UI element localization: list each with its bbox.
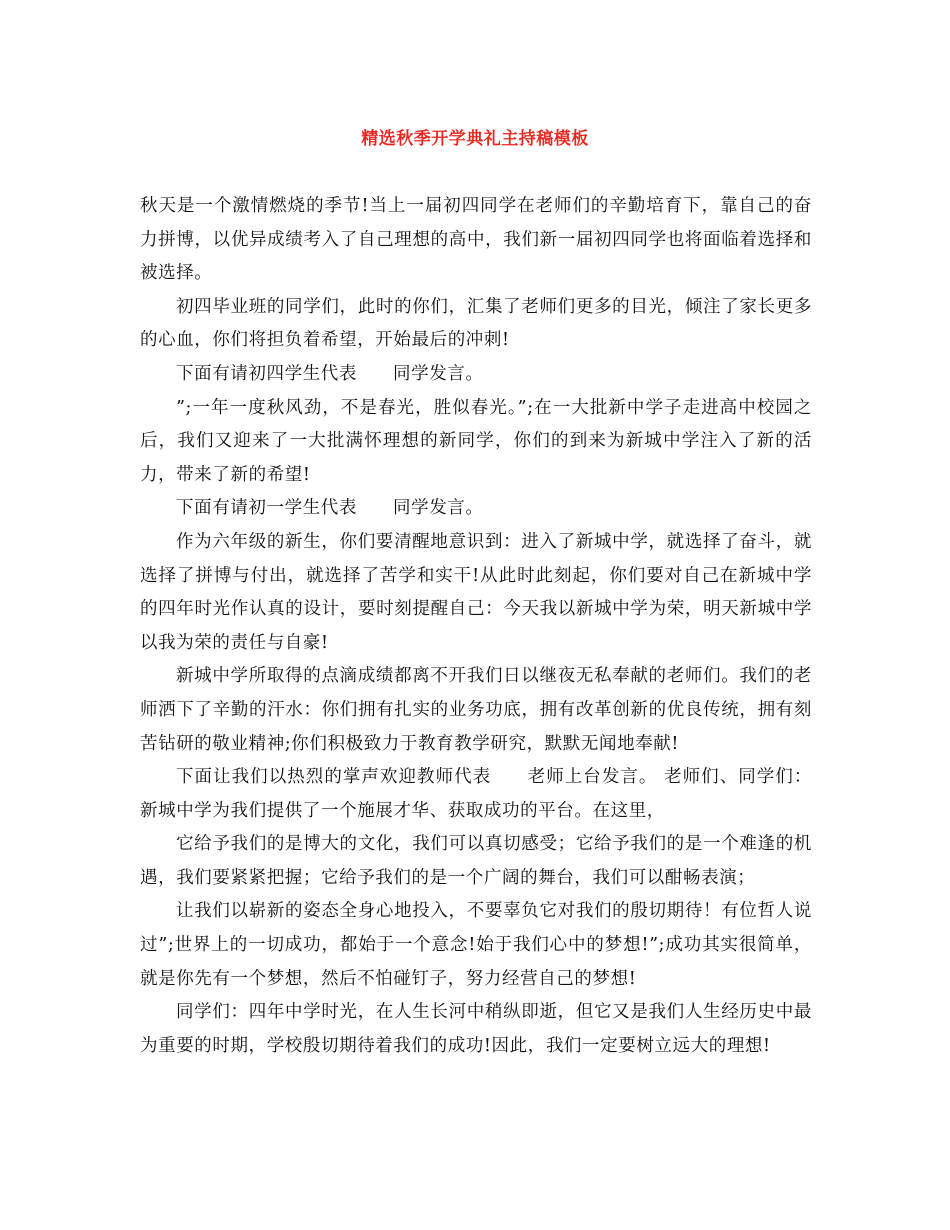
- invite-junior-suffix: 同学发言。: [393, 498, 484, 519]
- paragraph-new-attitude: 让我们以崭新的姿态全身心地投入，不要辜负它对我们的殷切期待！有位哲人说过”;世界上的一切成功，都始于一个意念!始于我们心中的梦想!”;成功其实很简单，就是你先有一个梦想，然后不怕碰钉子，努力经营自己的梦想!: [140, 901, 812, 989]
- paragraph-school-gives-us: 它给予我们的是博大的文化，我们可以真切感受；它给予我们的是一个难逢的机遇，我们要紧紧把握；它给予我们的是一个广阔的舞台，我们可以酣畅表演；: [140, 834, 812, 888]
- paragraph-autumn-wind: ”;一年一度秋风劲，不是春光，胜似春光。”;在一大批新中学子走进高中校园之后，我们又迎来了一大批满怀理想的新同学，你们的到来为新城中学注入了新的活力，带来了新的希望!: [140, 397, 812, 485]
- invite-senior-text: 下面有请初四学生代表: [176, 363, 357, 384]
- document-body: [140, 190, 812, 1063]
- paragraph-new-students: 作为六年级的新生，你们要清醒地意识到：进入了新城中学，就选择了奋斗，就选择了拼博与付出，就选择了苦学和实干!从此时此刻起，你们要对自己在新城中学的四年时光作认真的设计，要时刻提醒自己：今天我以新城中学为荣，明天新城中学以我为荣的责任与自豪!: [140, 531, 812, 653]
- paragraph-graduating-class: 初四毕业班的同学们，此时的你们，汇集了老师们更多的目光，倾注了家长更多的心血，你们将担负着希望，开始最后的冲刺!: [140, 296, 812, 351]
- invite-junior-text: 下面有请初一学生代表: [176, 498, 357, 519]
- paragraph-autumn-season: 秋天是一个激情燃烧的季节!当上一届初四同学在老师们的辛勤培育下，靠自己的奋力拼博，以优异成绩考入了自己理想的高中，我们新一届初四同学也将面临着选择和被选择。: [140, 196, 812, 284]
- paragraph-four-years: 同学们：四年中学时光，在人生长河中稍纵即逝，但它又是我们人生经历史中最为重要的时期，学校殷切期待着我们的成功!因此，我们一定要树立远大的理想!: [140, 1002, 812, 1056]
- paragraph-invite-senior-representative: [140, 358, 812, 392]
- paragraph-invite-junior-representative: [140, 492, 812, 526]
- paragraph-invite-teacher-representative: [140, 761, 812, 828]
- invite-teacher-suffix: 老师上台发言。 老师们、同学们：新城中学为我们提供了一个施展才华、获取成功的平台。在这里，: [140, 767, 812, 821]
- document-title: 精选秋季开学典礼主持稿模板: [361, 129, 589, 149]
- invite-senior-suffix: 同学发言。: [393, 363, 484, 384]
- paragraph-teachers-contribution: 新城中学所取得的点滴成绩都离不开我们日以继夜无私奉献的老师们。我们的老师洒下了辛勤的汗水：你们拥有扎实的业务功底，拥有改革创新的优良传统，拥有刻苦钻研的敬业精神;你们积极致力于教育教学研究，默默无闻地奉献!: [140, 666, 812, 754]
- invite-teacher-text: 下面让我们以热烈的掌声欢迎教师代表: [176, 767, 492, 788]
